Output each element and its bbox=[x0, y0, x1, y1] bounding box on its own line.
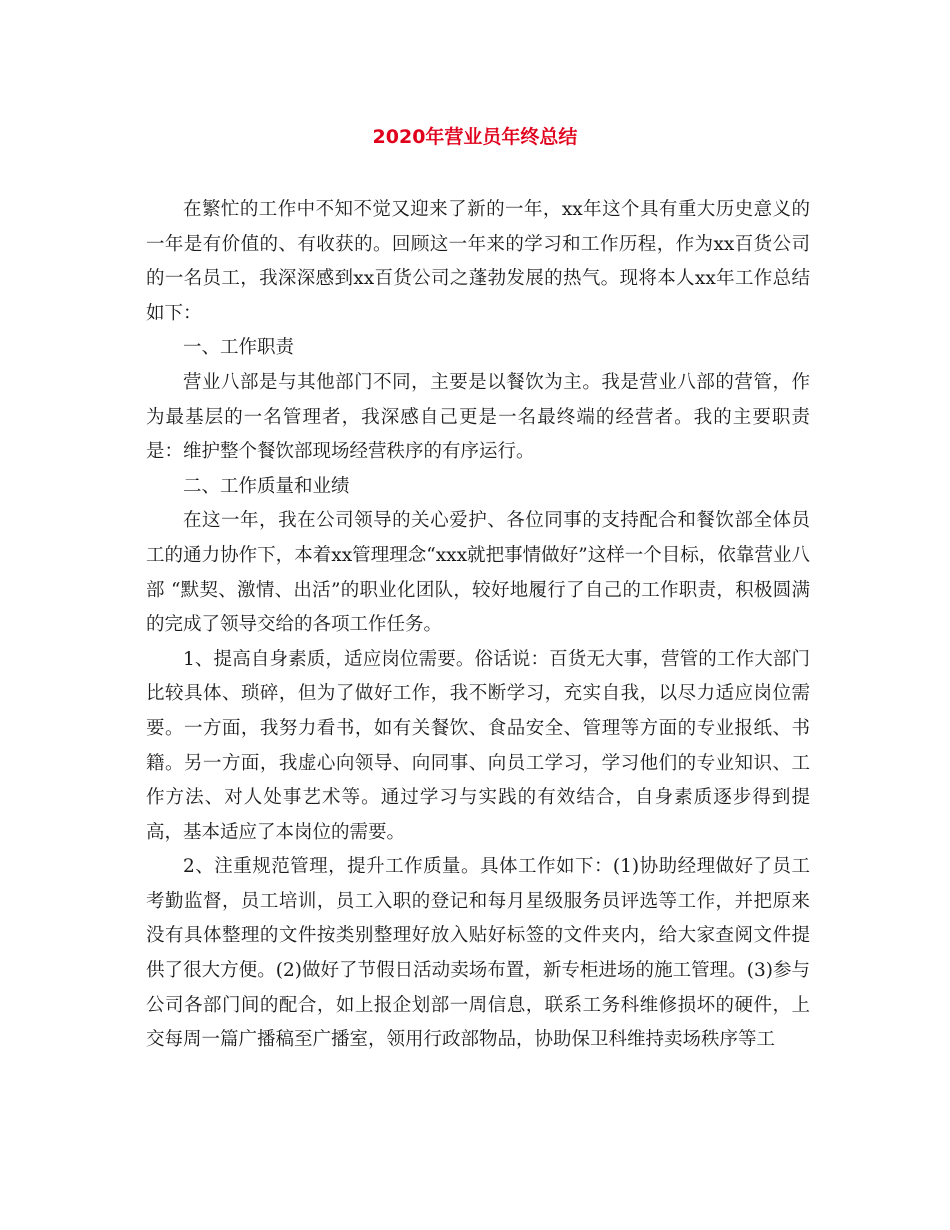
paragraph-item-1: 1、提高自身素质，适应岗位需要。俗话说：百货无大事，营管的工作大部门比较具体、琐碎，但为了做好工作，我不断学习，充实自我，以尽力适应岗位需要。一方面，我努力看书，如有关餐饮、食品安全、管理等方面的专业报纸、书籍。另一方面，我虚心向领导、向同事、向员工学习，学习他们的专业知识、工作方法、对人处事艺术等。通过学习与实践的有效结合，自身素质逐步得到提高，基本适应了本岗位的需要。 bbox=[146, 648, 810, 843]
paragraph-performance: 在这一年，我在公司领导的关心爱护、各位同事的支持配合和餐饮部全体员工的通力协作下，本着xx管理理念“xxx就把事情做好”这样一个目标，依靠营业八部 “默契、激情、出活”的职业化团队，较好地履行了自己的工作职责，积极圆满的完成了领导交给的各项工作任务。 bbox=[146, 510, 810, 636]
document-title: 2020年营业员年终总结 bbox=[372, 126, 578, 148]
section-heading-duties: 一、工作职责 bbox=[183, 337, 295, 359]
paragraph-item-2: 2、注重规范管理，提升工作质量。具体工作如下：(1)协助经理做好了员工考勤监督，员工培训，员工入职的登记和每月星级服务员评选等工作，并把原来没有具体整理的文件按类别整理好放入贴好标签的文件夹内，给大家查阅文件提供了很大方便。(2)做好了节假日活动卖场布置，新专柜进场的施工管理。(3)参与公司各部门间的配合，如上报企划部一周信息，联系工务科维修损坏的硬件，上交每周一篇广播稿至广播室，领用行政部物品，协助保卫科维持卖场秩序等工 bbox=[146, 856, 810, 1051]
section-heading-performance: 二、工作质量和业绩 bbox=[183, 475, 350, 497]
document-body bbox=[146, 193, 810, 1058]
paragraph-intro: 在繁忙的工作中不知不觉又迎来了新的一年，xx年这个具有重大历史意义的一年是有价值的、有收获的。回顾这一年来的学习和工作历程，作为xx百货公司的一名员工，我深深感到xx百货公司之蓬勃发展的热气。现将本人xx年工作总结如下： bbox=[146, 199, 810, 324]
paragraph-duties: 营业八部是与其他部门不同，主要是以餐饮为主。我是营业八部的营管，作为最基层的一名管理者，我深感自己更是一名最终端的经营者。我的主要职责是：维护整个餐饮部现场经营秩序的有序运行。 bbox=[146, 371, 810, 463]
